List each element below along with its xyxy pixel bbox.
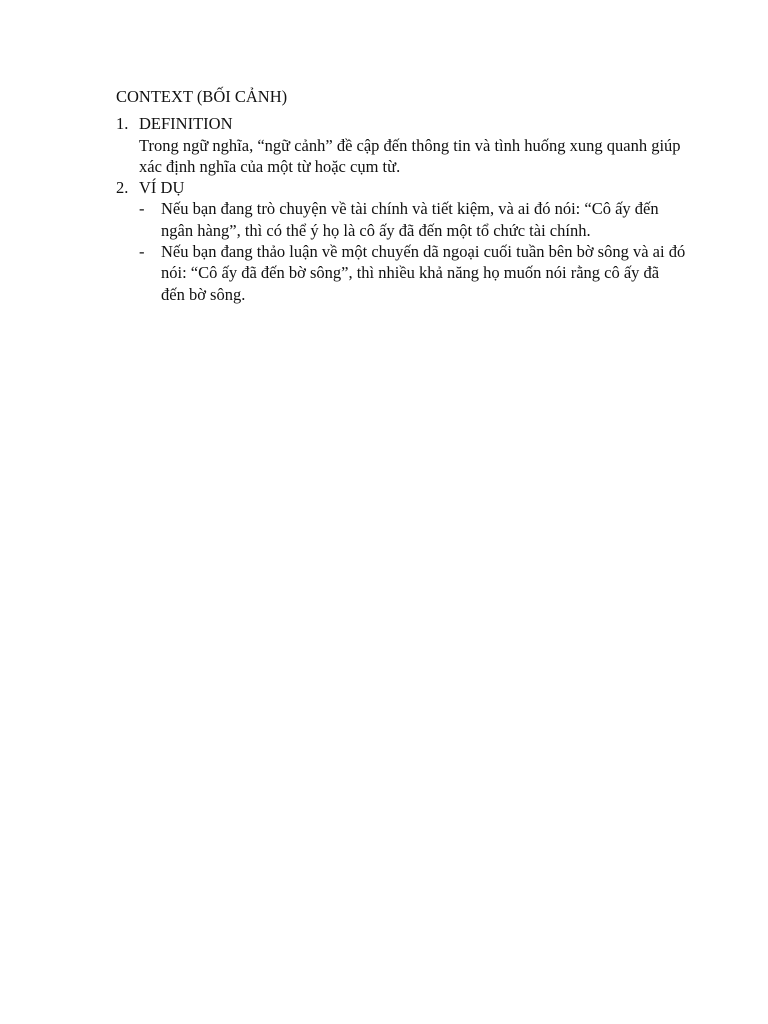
list-bullet: - [139,199,145,219]
example-item [139,241,686,305]
list-bullet: - [139,242,145,262]
definition-text: Trong ngữ nghĩa, “ngữ cảnh” đề cập đến thông tin và tình huống xung quanh giúp xác định nghĩa của một từ hoặc cụm từ. [139,135,681,176]
example-text: Nếu bạn đang trò chuyện về tài chính và tiết kiệm, và ai đó nói: “Cô ấy đến ngân hàng”, thì có thể ý họ là cô ấy đã đến một tổ chức tài chính. [161,199,659,240]
document-content [116,86,686,305]
example-text: Nếu bạn đang thảo luận về một chuyến dã ngoại cuối tuần bên bờ sông và ai đó nói: “Cô ấy đã đến bờ sông”, thì nhiều khả năng họ muốn nói rằng cô ấy đã đến bờ sông. [161,242,686,304]
section-examples [116,177,686,305]
section-heading: VÍ DỤ [139,178,185,198]
section-definition [116,113,686,177]
section-number: 2. [116,178,129,198]
document-title: CONTEXT (BỐI CẢNH) [116,87,288,106]
section-heading: DEFINITION [139,114,233,134]
example-item [139,198,686,241]
example-list [139,198,686,304]
section-number: 1. [116,114,129,134]
